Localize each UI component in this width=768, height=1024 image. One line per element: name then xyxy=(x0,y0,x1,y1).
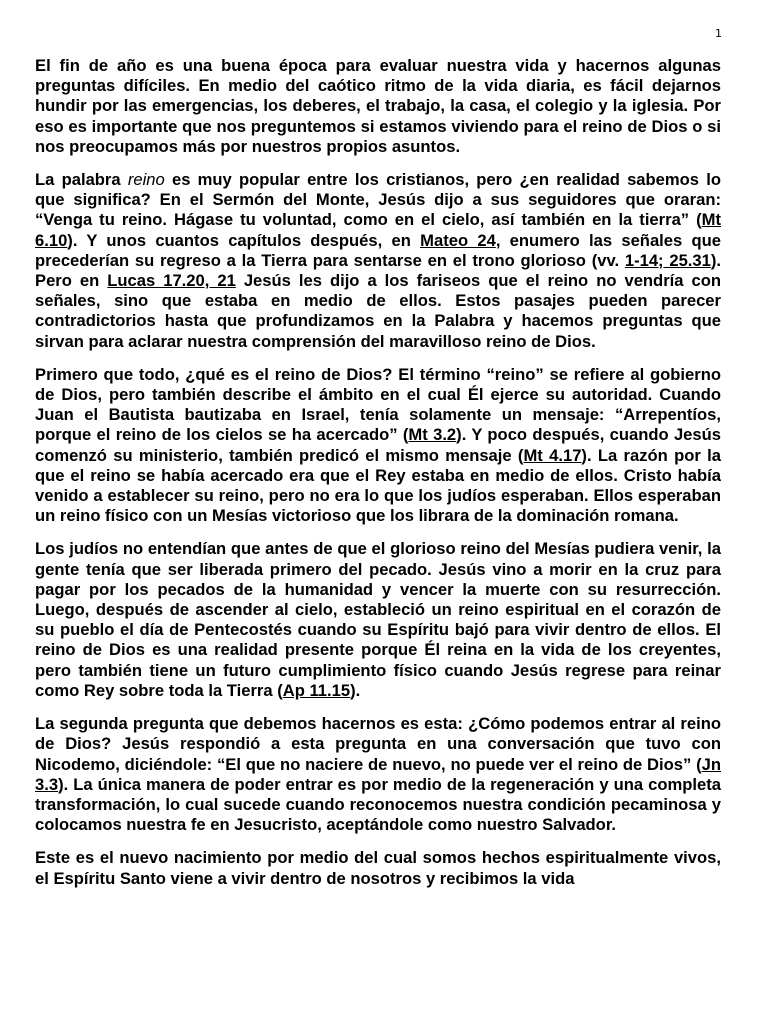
text-run: Este es el nuevo nacimiento por medio del cual somos hechos espiritualmente vivos, el Espíritu Santo viene a vivir dentro de nosotros y recibimos la vida xyxy=(35,848,721,888)
text-run: ). La razón por la que el reino se había acercado era que el Rey estaba en medio de ellos. Cristo había venido a establecer su reino, pero no era lo que los judíos esperaban. Ellos esperaban un reino físico con un Mesías victorioso que los librara de la dominación romana. xyxy=(35,445,721,526)
text-run: ). Pero en xyxy=(35,250,722,291)
page-number: 1 xyxy=(715,27,722,40)
text-run: La segunda pregunta que debemos hacernos es esta: ¿Cómo podemos entrar al reino de Dios? Jesús respondió a esta pregunta en una conversación que tuvo con Nicodemo, diciéndole: “El que no naciere de nuevo, no puede ver el reino de Dios” ( xyxy=(35,714,721,774)
text-run: Primero que todo, ¿qué es el reino de Dios? El término “reino” se refiere al gobierno de Dios, pero también describe el ámbito en el cual Él ejerce su autoridad. Cuando Juan el Bautista bautizaba en Israel, tenía solamente un mensaje: “Arrepentíos, porque el reino de los cielos se ha acercado” ( xyxy=(35,364,721,445)
text-run: La palabra xyxy=(35,170,128,190)
scripture-reference-link[interactable]: Mt 6.10 xyxy=(35,210,721,250)
emphasized-word: reino xyxy=(127,170,165,190)
text-run: ). La única manera de poder entrar es por medio de la regeneración y una completa transformación, lo cual sucede cuando reconocemos nuestra condición pecaminosa y colocamos nuestra fe en Jesucristo, aceptándole como nuestro Salvador. xyxy=(35,774,721,835)
text-run: Jesús les dijo a los fariseos que el reino no vendría con señales, sino que estaba en medio de ellos. Estos pasajes pueden parecer contradictorios hasta que profundizamos en la Palabra y hacemos preguntas que sirvan para aclarar nuestra comprensión del maravilloso reino de Dios. xyxy=(35,271,721,351)
paragraph-1 xyxy=(35,56,721,157)
scripture-reference-link[interactable]: Ap 11.15 xyxy=(282,680,351,700)
paragraph-6 xyxy=(35,848,721,888)
document-body xyxy=(35,56,721,902)
paragraph-5 xyxy=(35,714,721,835)
text-run: , enumero las señales que precederían su regreso a la Tierra para sentarse en el trono glorioso (vv. xyxy=(35,230,722,270)
scripture-reference-link[interactable]: Jn 3.3 xyxy=(35,754,721,794)
text-run: es muy popular entre los cristianos, pero ¿en realidad sabemos lo que significa? En el Sermón del Monte, Jesús dijo a sus seguidores que oraran: “Venga tu reino. Hágase tu voluntad, como en el cielo, así también en la tierra” ( xyxy=(35,170,721,230)
text-run: ). Y unos cuantos capítulos después, en xyxy=(67,230,421,250)
scripture-reference-link[interactable]: 1-14; 25.31 xyxy=(624,250,711,270)
scripture-reference-link[interactable]: Mt 4.17 xyxy=(523,445,582,465)
scripture-reference-link[interactable]: Mt 3.2 xyxy=(408,425,457,445)
scripture-reference-link[interactable]: Lucas 17.20, 21 xyxy=(107,271,236,291)
text-run: ). xyxy=(350,680,361,700)
paragraph-4 xyxy=(35,539,721,701)
text-run: El fin de año es una buena época para evaluar nuestra vida y hacernos algunas preguntas difíciles. En medio del caótico ritmo de la vida diaria, es fácil dejarnos hundir por las emergencias, los deberes, el trabajo, la casa, el colegio y la iglesia. Por eso es importante que nos preguntemos si estamos viviendo para el reino de Dios o si nos preocupamos más por nuestros propios asuntos. xyxy=(35,56,721,156)
scripture-reference-link[interactable]: Mateo 24 xyxy=(420,230,496,250)
text-run: ). Y poco después, cuando Jesús comenzó su ministerio, también predicó el mismo mensaje ( xyxy=(35,425,721,465)
text-run: Los judíos no entendían que antes de que el glorioso reino del Mesías pudiera venir, la gente tenía que ser liberada primero del pecado. Jesús vino a morir en la cruz para pagar por los pecados de la humanidad y vencer la muerte con su resurrección. Luego, después de ascender al cielo, estableció un reino espiritual en el corazón de su pueblo el día de Pentecostés cuando su Espíritu bajó para vivir dentro de ellos. El reino de Dios es una realidad presente porque Él reina en la vida de los creyentes, pero también tiene un futuro cumplimiento físico cuando Jesús regrese para reinar como Rey sobre toda la Tierra ( xyxy=(35,539,721,700)
paragraph-2 xyxy=(35,170,721,352)
paragraph-3 xyxy=(35,365,721,527)
